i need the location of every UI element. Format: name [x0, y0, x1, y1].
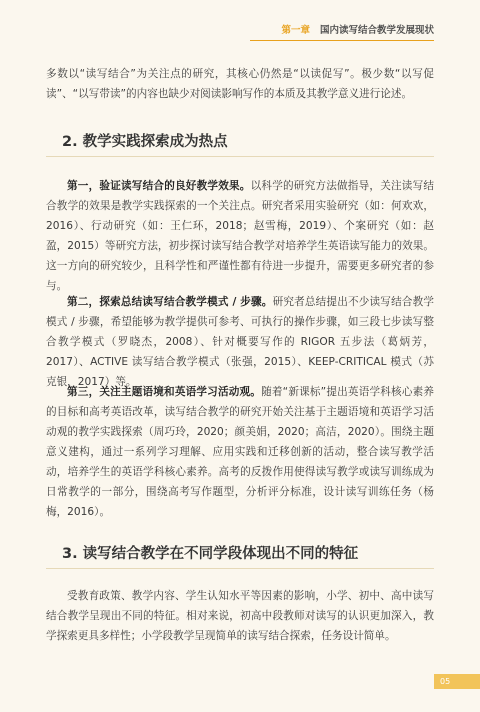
section-3-paragraph: 受教育政策、教学内容、学生认知水平等因素的影响，小学、初中、高中读写结合教学呈现出不同的特征。相对来说，初高中段教师对读写的认识更加深入，教学探索更具多样性；小学段教学呈现简单的读写结合探索，任务设计简单。 — [46, 590, 434, 642]
section-2-paragraph-1 — [46, 176, 434, 296]
paragraph-body: 以科学的研究方法做指导，关注读写结合教学的效果是教学实践探索的一个关注点。研究者采用实验研究（如：何欢欢，2016）、行动研究（如：王仁环，2018；赵雪梅，2019）、个案研究（如：赵盈，2015）等研究方法，初步探讨读写结合教学对培养学生英语读写能力的效果。这一方向的研究较少，且科学性和严谨性都有待进一步提升，需要更多研究者的参与。 — [46, 180, 435, 292]
section-3-title: 3. 读写结合教学在不同学段体现出不同的特征 — [62, 546, 359, 562]
section-3-rule — [46, 568, 434, 569]
section-2-paragraph-3 — [46, 382, 434, 522]
paragraph-lead: 第一，验证读写结合的良好教学效果。 — [67, 180, 251, 192]
section-2-rule — [46, 156, 434, 157]
intro-paragraph: 多数以“读写结合”为关注点的研究，其核心仍然是“以读促写”。极少数“以写促读”、“以写带读”的内容也缺少对阅读影响写作的本质及其教学意义进行论述。 — [46, 68, 434, 100]
section-2-paragraph-2 — [46, 292, 434, 392]
page-number-tab — [434, 674, 480, 689]
paragraph-lead: 第三，关注主题语境和英语学习活动观。 — [67, 386, 262, 398]
section-2-title: 2. 教学实践探索成为热点 — [62, 134, 228, 150]
chapter-title: 国内读写结合教学发展现状 — [319, 25, 434, 36]
page-number: 05 — [440, 677, 451, 686]
chapter-label: 第一章 — [281, 25, 310, 36]
paragraph-body: 研究者总结提出不少读写结合教学模式 / 步骤，希望能够为教学提供可参考、可执行的操作步骤，如三段七步读写整合教学模式（罗晓杰，2008）、针对概要写作的 RIGOR 五步法（葛炳芳，2017）、ACTIVE 读写结合教学模式（张强，2015）、KEEP-CRITICAL 模式（苏克银，2017）等。 — [46, 296, 435, 388]
header-rule — [250, 40, 434, 41]
paragraph-body: 随着“新课标”提出英语学科核心素养的目标和高考英语改革，读写结合教学的研究开始关注基于主题语境和英语学习活动观的教学实践探索（周巧玲，2020；颜美娟，2020；高洁，2020）。围绕主题意义建构，通过一系列学习理解、应用实践和迁移创新的活动，整合读写教学活动，培养学生的英语学科核心素养。高考的反拨作用使得读写教学或读写训练成为日常教学的一部分，围绕高考写作题型，分析评分标准，设计读写训练任务（杨梅，2016）。 — [46, 386, 434, 518]
paragraph-lead: 第二，探索总结读写结合教学模式 / 步骤。 — [67, 296, 273, 308]
running-header — [220, 18, 434, 40]
